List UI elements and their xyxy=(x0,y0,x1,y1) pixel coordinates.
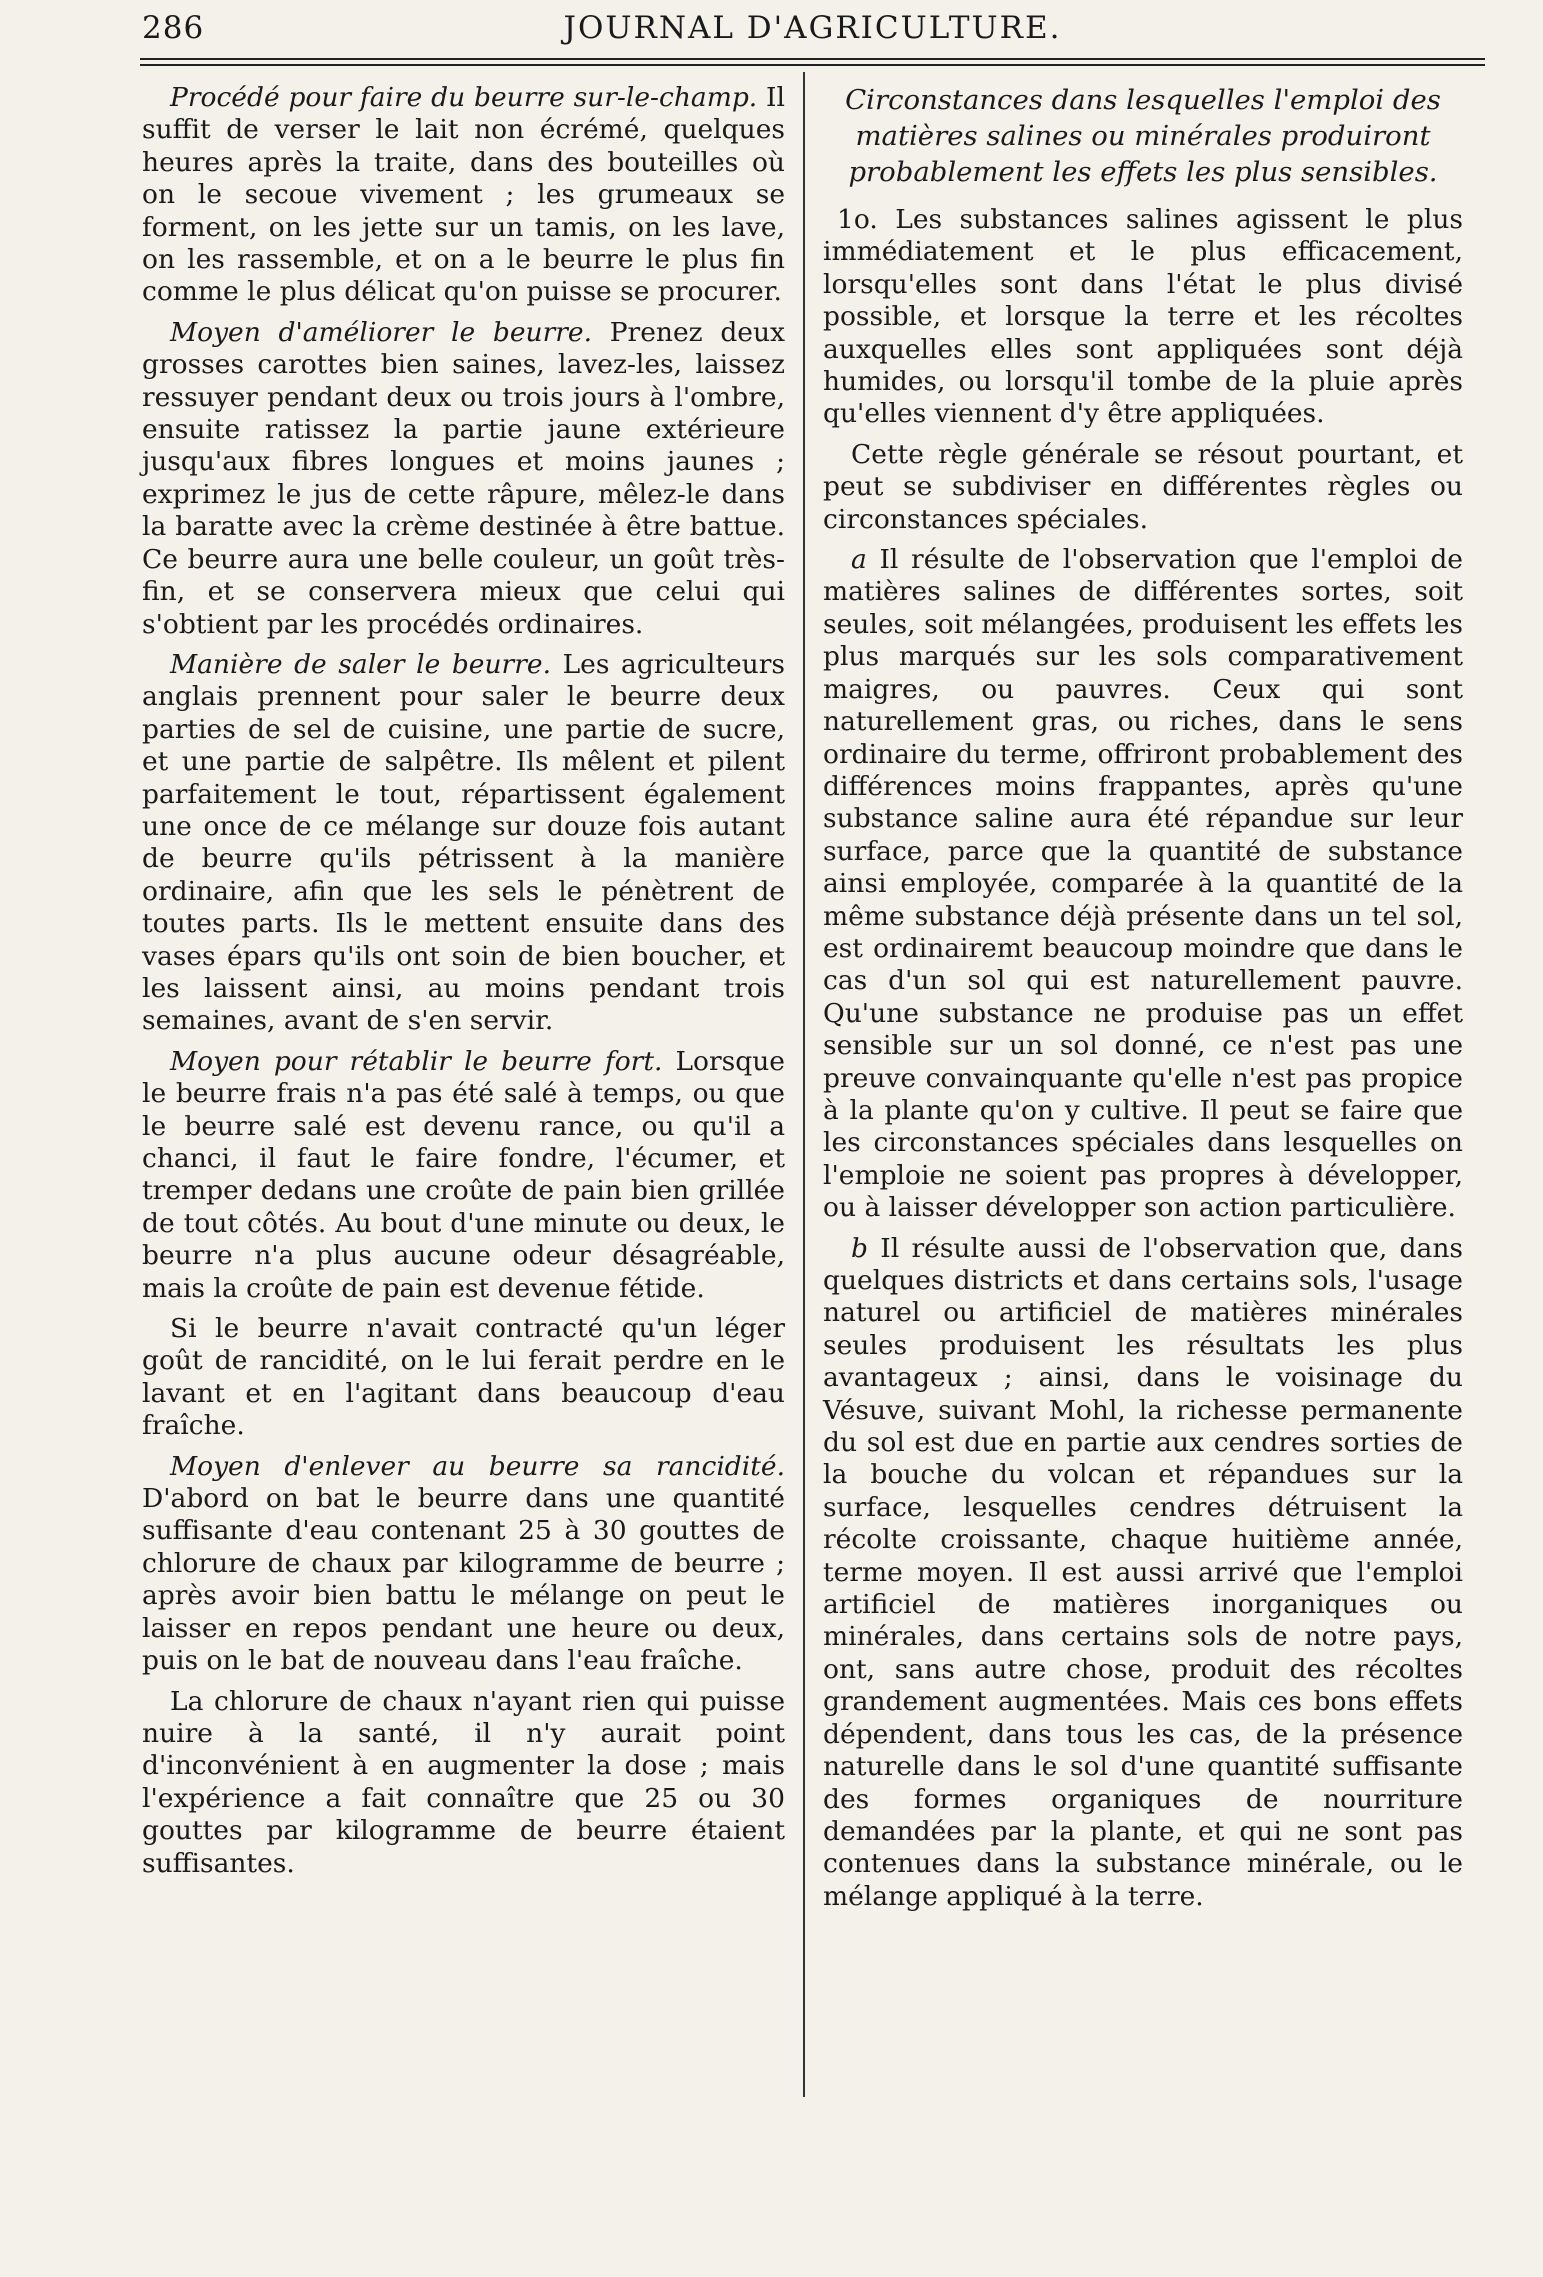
article-paragraph xyxy=(142,649,785,1038)
article-paragraph xyxy=(823,1233,1463,1914)
article-text: La chlorure de chaux n'ayant rien qui puisse nuire à la santé, il n'y aurait point d'inconvénient à en augmenter la dose ; mais l'expérience a fait connaître que 25 ou 30 gouttes par kilogramme de beurre étaient suffisantes. xyxy=(142,1685,785,1879)
article-paragraph xyxy=(142,1046,785,1305)
running-title: JOURNAL D'AGRICULTURE. xyxy=(563,10,1062,46)
item-letter: b xyxy=(851,1232,868,1264)
article-text: Lorsque le beurre frais n'a pas été salé à temps, ou que le beurre salé est devenu rance, ou qu'il a chanci, il faut le faire fondre, l'écumer, et tremper dedans une croûte de pain bien grillée de tout côtés. Au bout d'une minute ou deux, le beurre n'a plus aucune odeur désagréable, mais la croûte de pain est devenue fétide. xyxy=(142,1045,785,1304)
column-divider xyxy=(803,72,805,2097)
left-column xyxy=(142,82,785,1888)
article-text: Les agriculteurs anglais prennent pour saler le beurre deux parties de sel de cuisine, une partie de sucre, et une partie de salpêtre. Ils mêlent et pilent parfaitement le tout, répartissent également une once de ce mélange sur douze fois autant de beurre qu'ils pétrissent à la manière ordinaire, afin que les sels le pénètrent de toutes parts. Ils le mettent ensuite dans des vases épars qu'ils ont soin de bien boucher, et les laissent ainsi, au moins pendant trois semaines, avant de s'en servir. xyxy=(142,648,785,1037)
article-text: Prenez deux grosses carottes bien saines, lavez-les, laissez ressuyer pendant deux ou trois jours à l'ombre, ensuite ratissez la partie jaune extérieure jusqu'aux fibres longues et moins jaunes ; exprimez le jus de cette râpure, mêlez-le dans la baratte avec la crème destinée à être battue. Ce beurre aura une belle couleur, un goût très-fin, et se conservera mieux que celui qui s'obtient par les procédés ordinaires. xyxy=(142,316,785,640)
article-text: D'abord on bat le beurre dans une quantité suffisante d'eau contenant 25 à 30 gouttes de chlorure de chaux par kilogramme de beurre ; après avoir bien battu le mélange on peut le laisser en repos pendant une heure ou deux, puis on le bat de nouveau dans l'eau fraîche. xyxy=(142,1483,785,1677)
article-paragraph xyxy=(823,204,1463,431)
article-paragraph xyxy=(823,439,1463,536)
article-text: 1o. Les substances salines agissent le plus immédiatement et le plus efficacement, lorsqu'elles sont dans l'état le plus divisé possible, et lorsque la terre et les récoltes auxquelles elles sont appliquées sont déjà humides, ou lorsqu'il tombe de la pluie après qu'elles viennent d'y être appliquées. xyxy=(823,204,1463,430)
article-paragraph xyxy=(142,1313,785,1443)
article-heading: Manière de saler le beurre. xyxy=(170,648,551,680)
header-rule-bottom xyxy=(140,64,1485,66)
header-rule-top xyxy=(140,58,1485,60)
article-heading: Moyen d'améliorer le beurre. xyxy=(170,316,593,348)
article-paragraph xyxy=(142,1451,785,1678)
article-paragraph xyxy=(823,544,1463,1225)
article-text: Si le beurre n'avait contracté qu'un léger goût de rancidité, on le lui ferait perdre en le lavant et en l'agitant dans beaucoup d'eau fraîche. xyxy=(142,1313,785,1442)
article-text: Cette règle générale se résout pourtant, et peut se subdiviser en différentes règles ou circonstances spéciales. xyxy=(823,438,1463,535)
article-paragraph xyxy=(142,82,785,309)
article-heading: Moyen d'enlever au beurre sa rancidité. xyxy=(170,1450,785,1482)
article-paragraph xyxy=(142,1686,785,1880)
page-number: 286 xyxy=(142,10,205,46)
article-text: Il résulte aussi de l'observation que, dans quelques districts et dans certains sols, l'usage naturel ou artificiel de matières minérales seules produisent les résultats les plus avantageux ; ainsi, dans le voisinage du Vésuve, suivant Mohl, la richesse permanente du sol est due en partie aux cendres sorties de la bouche du volcan et répandues sur la surface, lesquelles cendres détruisent la récolte croissante, chaque huitième année, terme moyen. Il est aussi arrivé que l'emploi artificiel de matières inorganiques ou minérales, dans certains sols de notre pays, ont, sans autre chose, produit des récoltes grandement augmentées. Mais ces bons effets dépendent, dans tous les cas, de la présence naturelle dans le sol d'une quantité suffisante des formes organiques de nourriture demandées par la plante, et qui ne sont pas contenues dans la substance minérale, ou le mélange appliqué à la terre. xyxy=(823,1232,1463,1912)
right-column xyxy=(823,82,1463,1921)
page-header xyxy=(140,4,1485,54)
article-paragraph xyxy=(142,317,785,641)
article-heading: Moyen pour rétablir le beurre fort. xyxy=(170,1045,663,1077)
article-heading: Procédé pour faire du beurre sur-le-champ. xyxy=(170,82,758,113)
journal-page xyxy=(140,0,1485,2277)
item-letter: a xyxy=(851,544,867,576)
section-subheading: Circonstances dans lesquelles l'emploi des matières salines ou minérales produiront probablement les effets les plus sensibles. xyxy=(845,84,1441,188)
article-text: Il suffit de verser le lait non écrémé, quelques heures après la traite, dans des bouteilles où on le secoue vivement ; les grumeaux se forment, on les jette sur un tamis, on les lave, on les rassemble, et on a le beurre le plus fin comme le plus délicat qu'on puisse se procurer. xyxy=(142,82,785,308)
article-text: Il résulte de l'observation que l'emploi de matières salines de différentes sortes, soit seules, soit mélangées, produisent les effets les plus marqués sur les sols comparativement maigres, ou pauvres. Ceux qui sont naturellement gras, ou riches, dans le sens ordinaire du terme, offriront probablement des différences moins frappantes, après qu'une substance saline aura été répandue sur leur surface, parce que la quantité de substance ainsi employée, comparée à la quantité de la même substance déjà présente dans un tel sol, est ordinairemt beaucoup moindre que dans le cas d'un sol qui est naturellement pauvre. Qu'une substance ne produise pas un effet sensible sur un sol donné, ce n'est pas une preuve convainquante qu'elle n'est pas propice à la plante qu'on y cultive. Il peut se faire que les circonstances spéciales dans lesquelles on l'emploie ne soient pas propres à développer, ou à laisser développer son action particulière. xyxy=(823,544,1463,1224)
